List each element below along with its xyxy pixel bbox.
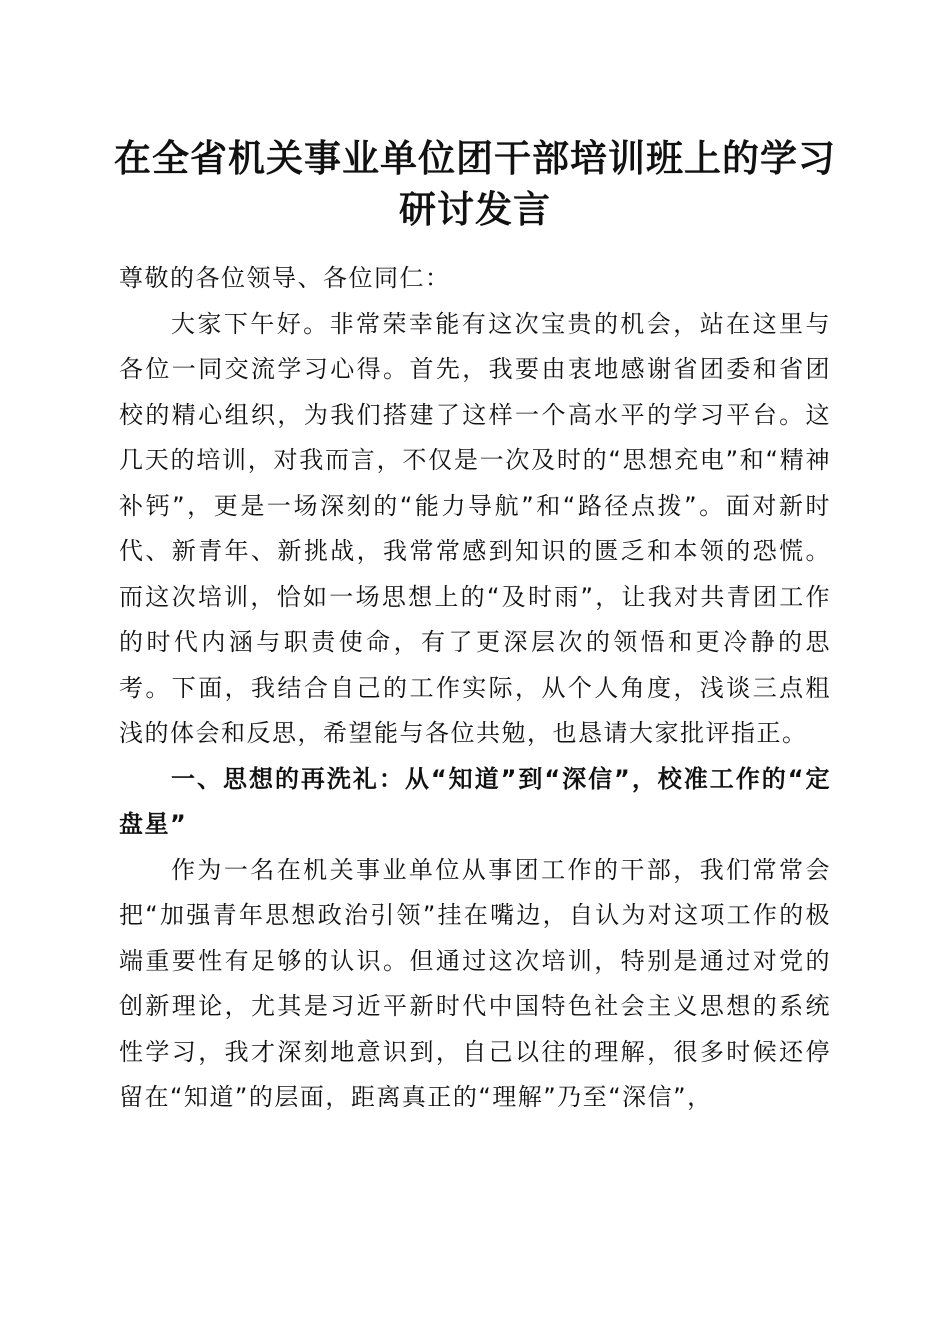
section-heading-1: 一、思想的再洗礼：从“知道”到“深信”，校准工作的“定盘星”: [119, 764, 831, 838]
paragraph-opening: 大家下午好。非常荣幸能有这次宝贵的机会，站在这里与各位一同交流学习心得。首先，我要由衷地感谢省团委和省团校的精心组织，为我们搭建了这样一个高水平的学习平台。这几天的培训，对我而言，不仅是一次及时的“思想充电”和“精神补钙”，更是一场深刻的“能力导航”和“路径点拨”。面对新时代、新青年、新挑战，我常常感到知识的匮乏和本领的恐慌。而这次培训，恰如一场思想上的“及时雨”，让我对共青团工作的时代内涵与职责使命，有了更深层次的领悟和更冷静的思考。下面，我结合自己的工作实际，从个人角度，浅谈三点粗浅的体会和反思，希望能与各位共勉，也恳请大家批评指正。: [119, 309, 831, 747]
document-body: [119, 256, 831, 1121]
document-title: 在全省机关事业单位团干部培训班上的学习研讨发言: [114, 136, 836, 231]
paragraph-section-1: 作为一名在机关事业单位从事团工作的干部，我们常常会把“加强青年思想政治引领”挂在嘴边，自认为对这项工作的极端重要性有足够的认识。但通过这次培训，特别是通过对党的创新理论，尤其是习近平新时代中国特色社会主义思想的系统性学习，我才深刻地意识到，自己以往的理解，很多时候还停留在“知道”的层面，距离真正的“理解”乃至“深信”，: [119, 855, 831, 1111]
salutation: 尊敬的各位领导、各位同仁：: [119, 264, 451, 292]
